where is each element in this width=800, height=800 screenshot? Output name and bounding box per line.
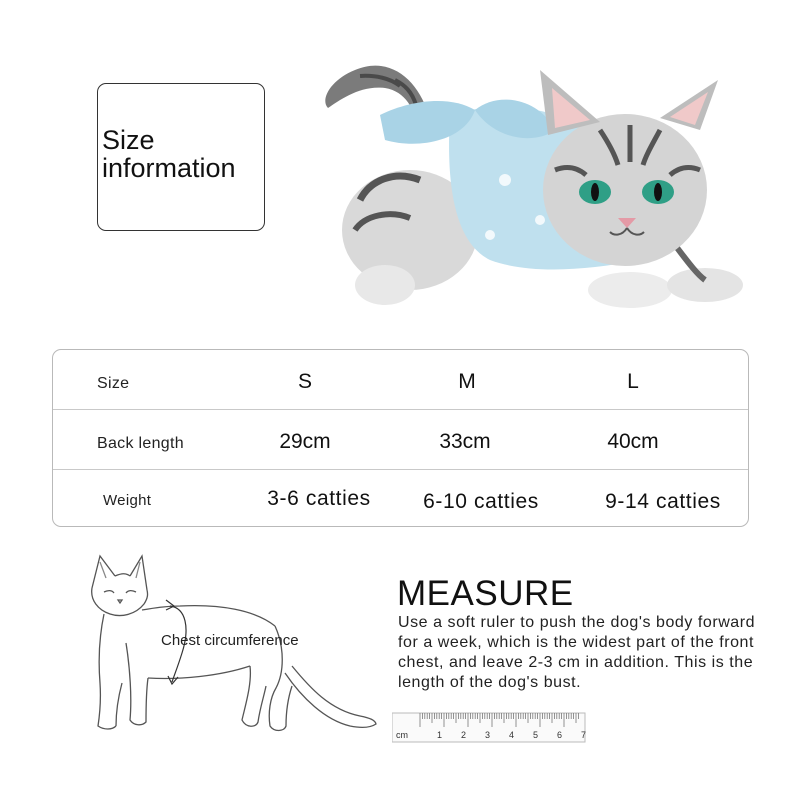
ruler-icon bbox=[392, 712, 587, 744]
row-label-weight: Weight bbox=[103, 492, 152, 509]
measure-instructions: Use a soft ruler to push the dog's body forward for a week, which is the widest part of the front chest, and leave 2-3 cm in addition. This is the length of the dog's bust. bbox=[398, 614, 756, 691]
table-row bbox=[53, 469, 748, 528]
weight-l: 9-14 catties bbox=[605, 490, 721, 513]
ruler-tick-label: 7 bbox=[581, 730, 587, 740]
weight-s: 3-6 catties bbox=[267, 487, 371, 510]
row-label-back-length: Back length bbox=[97, 435, 184, 452]
ruler-tick-label: 1 bbox=[437, 730, 443, 740]
weight-m: 6-10 catties bbox=[423, 490, 539, 513]
back-length-m: 33cm bbox=[439, 430, 491, 453]
table-row bbox=[53, 350, 748, 409]
row-label-size: Size bbox=[97, 375, 130, 392]
size-m: M bbox=[458, 370, 476, 393]
ruler-tick-label: 3 bbox=[485, 730, 491, 740]
ruler-unit-label: cm bbox=[396, 730, 408, 740]
measure-title: MEASURE bbox=[397, 574, 574, 613]
ruler-tick-label: 5 bbox=[533, 730, 539, 740]
back-length-l: 40cm bbox=[607, 430, 659, 453]
size-l: L bbox=[627, 370, 639, 393]
back-length-s: 29cm bbox=[279, 430, 331, 453]
size-table bbox=[52, 349, 749, 527]
cat-photo bbox=[300, 30, 760, 320]
table-row bbox=[53, 409, 748, 470]
size-s: S bbox=[297, 370, 313, 393]
size-info-title: Size information bbox=[102, 125, 236, 183]
size-info-box bbox=[97, 83, 265, 231]
chest-circumference-label: Chest circumference bbox=[161, 632, 299, 649]
ruler-tick-label: 6 bbox=[557, 730, 563, 740]
ruler-tick-label: 4 bbox=[509, 730, 515, 740]
ruler-tick-label: 2 bbox=[461, 730, 467, 740]
